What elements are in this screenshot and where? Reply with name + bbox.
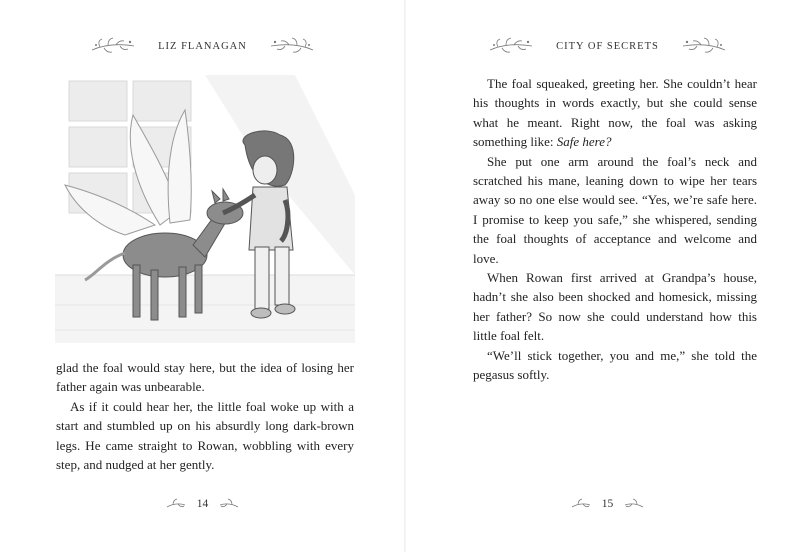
right-page-body: [473, 74, 757, 385]
page-number: 14: [196, 498, 209, 510]
paragraph: “We’ll stick together, you and me,” she told the pegasus softly.: [473, 347, 757, 383]
sprig-ornament-icon: [269, 36, 315, 56]
paragraph: glad the foal would stay here, but the idea of losing her father again was unbearable.: [56, 360, 354, 395]
sprig-ornament-icon: [488, 36, 534, 56]
page-number: 15: [601, 498, 614, 510]
right-page: [405, 0, 810, 552]
left-page-body: [56, 358, 354, 474]
running-head-book-title: CITY OF SECRETS: [556, 40, 659, 52]
sprig-ornament-icon: [90, 36, 136, 56]
leaf-ornament-icon: [218, 497, 240, 511]
paragraph: She put one arm around the foal’s neck and scratched his mane, leaning down to wipe her tears away so no one else would see. “Yes, we’re safe here. I promise to keep you safe,” she whispered, sending the foal thoughts of acceptance and welcome and love.: [473, 153, 757, 266]
leaf-ornament-icon: [570, 497, 592, 511]
paragraph: As if it could hear her, the little foal woke up with a start and stumbled up on his absurdly long dark-brown legs. He came straight to Rowan, wobbling with every step, and nudged at her gently.: [56, 398, 354, 473]
left-page-footer: [0, 494, 405, 514]
running-head-author: LIZ FLANAGAN: [158, 40, 247, 52]
right-page-footer: [405, 494, 810, 514]
paragraph-text: The foal squeaked, greeting her. She couldn’t hear his thoughts in words exactly, but she could sense what he meant. Right now, the foal was asking something like:: [473, 76, 757, 150]
italic-thought: Safe here?: [556, 134, 612, 150]
sprig-ornament-icon: [681, 36, 727, 56]
pegasus-foal-and-girl-illustration: [55, 75, 355, 343]
paragraph: [473, 74, 757, 152]
leaf-ornament-icon: [165, 497, 187, 511]
leaf-ornament-icon: [623, 497, 645, 511]
paragraph: When Rowan first arrived at Grandpa’s house, hadn’t she also been shocked and homesick, missing her father? So now she could understand how this little foal felt.: [473, 270, 757, 344]
right-running-header: [405, 34, 810, 58]
left-running-header: [0, 34, 405, 58]
